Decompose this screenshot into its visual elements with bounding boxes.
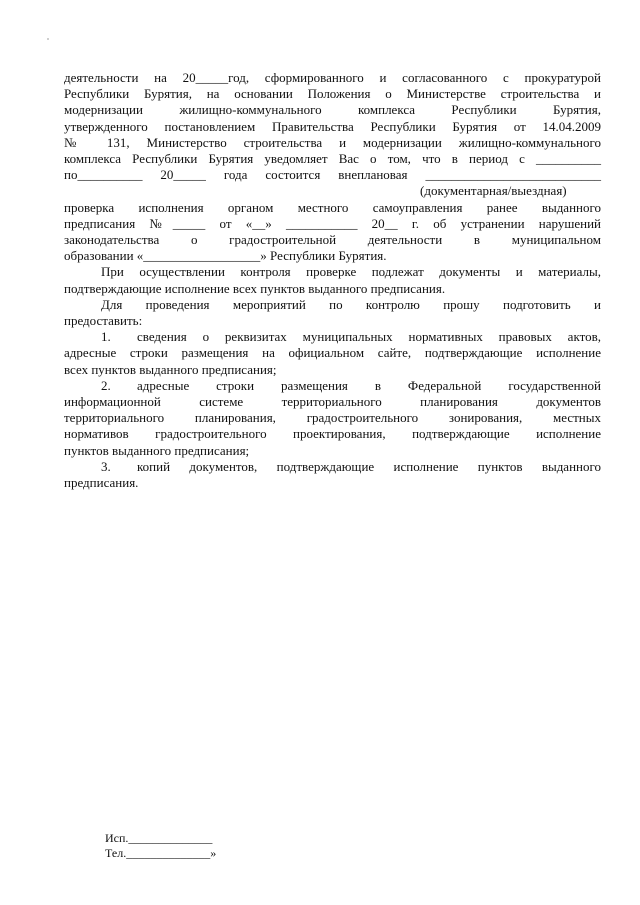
executor-footer <box>105 831 216 861</box>
list-item <box>64 378 601 394</box>
list-item-line: адресные строки размещения на официальном сайте, подтверждающие исполнение <box>64 345 601 361</box>
list-item-text: сведения о реквизитах муниципальных нормативных правовых актов, <box>137 329 601 345</box>
paragraph-line: Республики Бурятия, на основании Положения о Министерстве строительства и <box>64 86 601 102</box>
list-item-line: информационной системе территориального планирования документов <box>64 394 601 410</box>
paragraph-line: Для проведения мероприятий по контролю прошу подготовить и <box>101 296 601 312</box>
list-item <box>64 459 601 475</box>
paragraph-line: предписания №_____ от «__» ___________ 20__ г. об устранении нарушений <box>64 215 601 231</box>
list-item-number: 3. <box>101 458 111 474</box>
list-item-text: копий документов, подтверждающие исполнение пунктов выданного <box>137 458 601 474</box>
list-item-line: нормативов градостроительного проектирования, подтверждающие исполнение <box>64 426 601 442</box>
paragraph-line: подтверждающие исполнение всех пунктов выданного предписания. <box>64 280 446 296</box>
executor-field: Исп.______________ <box>105 831 213 845</box>
document-body <box>64 70 601 491</box>
paragraph-line: предоставить: <box>64 313 143 329</box>
list-item-text: адресные строки размещения в Федеральной государственной <box>137 377 601 393</box>
list-item-number: 2. <box>101 377 111 393</box>
list-item-line: территориального планирования, градостроительного зонирования, местных <box>64 410 601 426</box>
paragraph-line: по__________ 20_____ года состоится внеплановая ___________________________ <box>64 167 601 183</box>
paragraph-line: образовании «__________________» Республики Бурятия. <box>64 248 387 264</box>
list-item-line: всех пунктов выданного предписания; <box>64 361 277 377</box>
paragraph-line: проверка исполнения органом местного самоуправления ранее выданного <box>64 199 601 215</box>
list-item-line: пунктов выданного предписания; <box>64 442 250 458</box>
inspection-type-note: (документарная/выездная) <box>420 183 567 199</box>
list-item <box>64 329 601 345</box>
paragraph-line: утвержденного постановлением Правительства Республики Бурятия от 14.04.2009 <box>64 118 601 134</box>
paragraph-line: модернизации жилищно-коммунального комплекса Республики Бурятия, <box>64 102 601 118</box>
list-item-line: предписания. <box>64 475 139 491</box>
list-item-number: 1. <box>101 329 111 345</box>
paragraph-line: № 131, Министерство строительства и модернизации жилищно-коммунального <box>64 134 601 150</box>
paragraph-line: законодательства о градостроительной деятельности в муниципальном <box>64 232 601 248</box>
paragraph-line: При осуществлении контроля проверке подлежат документы и материалы, <box>101 264 601 280</box>
paragraph-line: комплекса Республики Бурятия уведомляет Вас о том, что в период с __________ <box>64 151 601 167</box>
phone-field: Тел.______________» <box>105 846 217 860</box>
scan-speck <box>47 38 49 40</box>
paragraph-line: деятельности на 20_____год, сформированного и согласованного с прокуратурой <box>64 70 601 85</box>
